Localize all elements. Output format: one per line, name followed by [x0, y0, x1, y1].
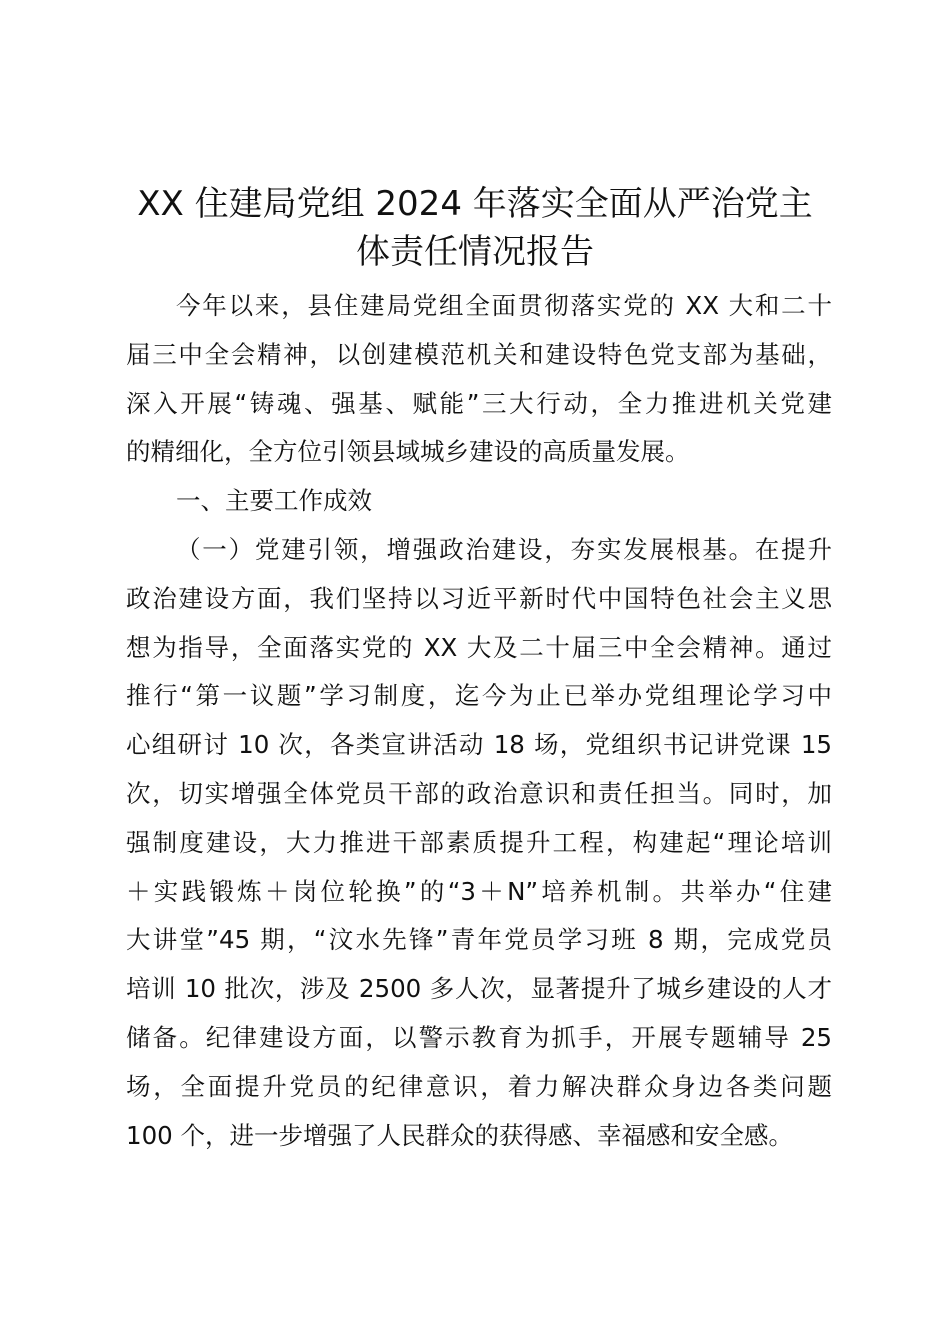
text-line: 大讲堂”45 期，“汶水先锋”青年党员学习班 8 期，完成党员 [126, 925, 832, 955]
section-heading: 一、主要工作成效 [176, 486, 372, 516]
section-heading-paragraph [126, 477, 832, 526]
section1-paragraph [126, 526, 832, 1160]
text-line: 今年以来，县住建局党组全面贯彻落实党的 XX 大和二十 [176, 291, 832, 320]
document-body [126, 282, 832, 1160]
text-line: （一）党建引领，增强政治建设，夯实发展根基。在提升 [176, 534, 832, 564]
text-line: ＋实践锻炼＋岗位轮换”的“3＋N”培养机制。共举办“住建 [126, 876, 832, 906]
text-line: 推行“第一议题”学习制度，迄今为止已举办党组理论学习中 [126, 681, 832, 711]
text-line: 想为指导，全面落实党的 XX 大及二十届三中全会精神。通过 [126, 632, 832, 662]
text-line: 心组研讨 10 次，各类宣讲活动 18 场，党组织书记讲党课 15 [126, 730, 832, 760]
text-line: 次，切实增强全体党员干部的政治意识和责任担当。同时，加 [126, 778, 832, 808]
text-line: 的精细化，全方位引领县域城乡建设的高质量发展。 [126, 437, 690, 467]
title-line-1: XX 住建局党组 2024 年落实全面从严治党主 [137, 184, 813, 224]
text-line: 培训 10 批次，涉及 2500 多人次，显著提升了城乡建设的人才 [126, 974, 832, 1004]
text-line: 场，全面提升党员的纪律意识，着力解决群众身边各类问题 [126, 1071, 832, 1101]
document-title [110, 180, 840, 276]
text-line: 强制度建设，大力推进干部素质提升工程，构建起“理论培训 [126, 827, 832, 857]
text-line: 深入开展“铸魂、强基、赋能”三大行动，全力推进机关党建 [126, 388, 832, 418]
text-line: 100 个，进一步增强了人民群众的获得感、幸福感和安全感。 [126, 1120, 794, 1150]
text-line: 储备。纪律建设方面，以警示教育为抓手，开展专题辅导 25 [126, 1022, 832, 1052]
title-line-2: 体责任情况报告 [356, 232, 594, 272]
text-line: 政治建设方面，我们坚持以习近平新时代中国特色社会主义思 [126, 583, 832, 613]
text-line: 届三中全会精神，以创建模范机关和建设特色党支部为基础， [126, 339, 832, 369]
intro-paragraph [126, 282, 832, 477]
